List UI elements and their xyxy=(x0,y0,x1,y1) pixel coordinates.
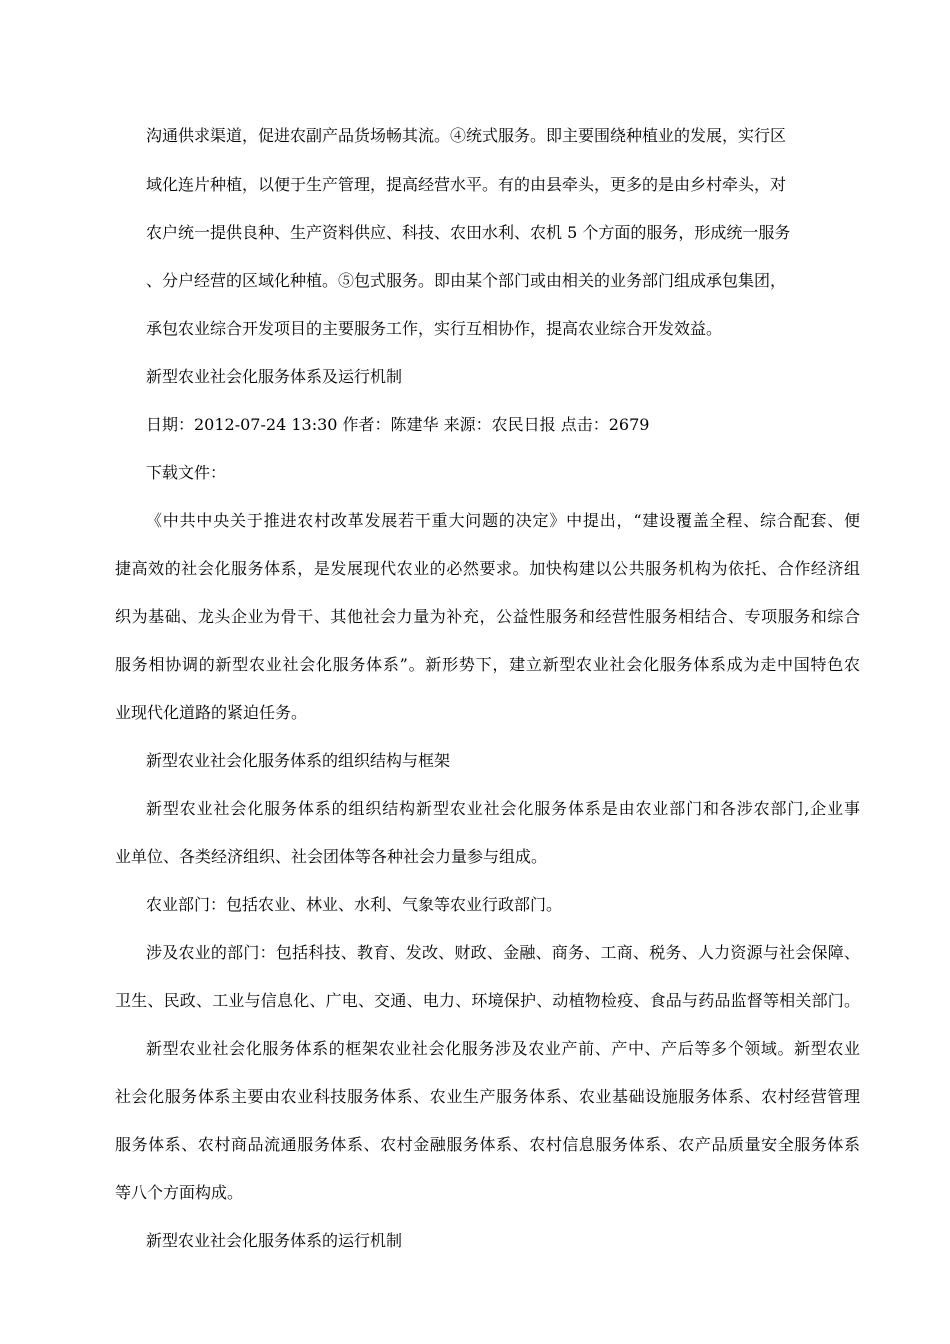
para4-line-1: 涉及农业的部门：包括科技、教育、发改、财政、金融、商务、工商、税务、人力资源与社会保障、 xyxy=(146,943,860,962)
section-heading-structure: 新型农业社会化服务体系的组织结构与框架 xyxy=(146,751,451,770)
intro-line-4: 、分户经营的区域化种植。⑤包式服务。即由某个部门或由相关的业务部门组成承包集团， xyxy=(146,271,787,290)
para2-line-2: 业单位、各类经济组织、社会团体等各种社会力量参与组成。 xyxy=(115,847,548,866)
article-meta: 日期：2012-07-24 13:30 作者：陈建华 来源：农民日报 点击：2679 xyxy=(146,415,650,434)
para1-line-5: 业现代化道路的紧迫任务。 xyxy=(115,703,308,722)
intro-line-3: 农户统一提供良种、生产资料供应、科技、农田水利、农机 5 个方面的服务，形成统一服务 xyxy=(146,223,791,242)
para1-line-3: 织为基础、龙头企业为骨干、其他社会力量为补充，公益性服务和经营性服务相结合、专项服务和综合 xyxy=(115,607,860,626)
para5-line-4: 等八个方面构成。 xyxy=(115,1183,244,1202)
intro-line-2: 域化连片种植，以便于生产管理，提高经营水平。有的由县牵头，更多的是由乡村牵头，对 xyxy=(146,175,787,194)
section-heading-mechanism: 新型农业社会化服务体系的运行机制 xyxy=(146,1231,403,1250)
article-title: 新型农业社会化服务体系及运行机制 xyxy=(146,367,403,386)
para5-line-3: 服务体系、农村商品流通服务体系、农村金融服务体系、农村信息服务体系、农产品质量安全服务体系 xyxy=(115,1135,860,1154)
intro-line-1: 沟通供求渠道，促进农副产品货场畅其流。④统式服务。即主要围绕种植业的发展，实行区 xyxy=(146,126,787,145)
para1-line-2: 捷高效的社会化服务体系，是发展现代农业的必然要求。加快构建以公共服务机构为依托、合作经济组 xyxy=(115,559,860,578)
para5-line-2: 社会化服务体系主要由农业科技服务体系、农业生产服务体系、农业基础设施服务体系、农村经营管理 xyxy=(115,1087,860,1106)
para1-line-4: 服务相协调的新型农业社会化服务体系”。新形势下，建立新型农业社会化服务体系成为走中国特色农 xyxy=(115,655,860,674)
para4-line-2: 卫生、民政、工业与信息化、广电、交通、电力、环境保护、动植物检疫、食品与药品监督等相关部门。 xyxy=(115,991,860,1010)
para1-line-1: 《中共中央关于推进农村改革发展若干重大问题的决定》中提出，“建设覆盖全程、综合配套、便 xyxy=(146,511,860,530)
intro-line-5: 承包农业综合开发项目的主要服务工作，实行互相协作，提高农业综合开发效益。 xyxy=(146,319,723,338)
para3-line-1: 农业部门：包括农业、林业、水利、气象等农业行政部门。 xyxy=(146,895,563,914)
para5-line-1: 新型农业社会化服务体系的框架农业社会化服务涉及农业产前、产中、产后等多个领域。新型农业 xyxy=(146,1039,860,1058)
para2-line-1: 新型农业社会化服务体系的组织结构新型农业社会化服务体系是由农业部门和各涉农部门,企业事 xyxy=(146,799,860,818)
download-label: 下载文件： xyxy=(146,463,227,482)
